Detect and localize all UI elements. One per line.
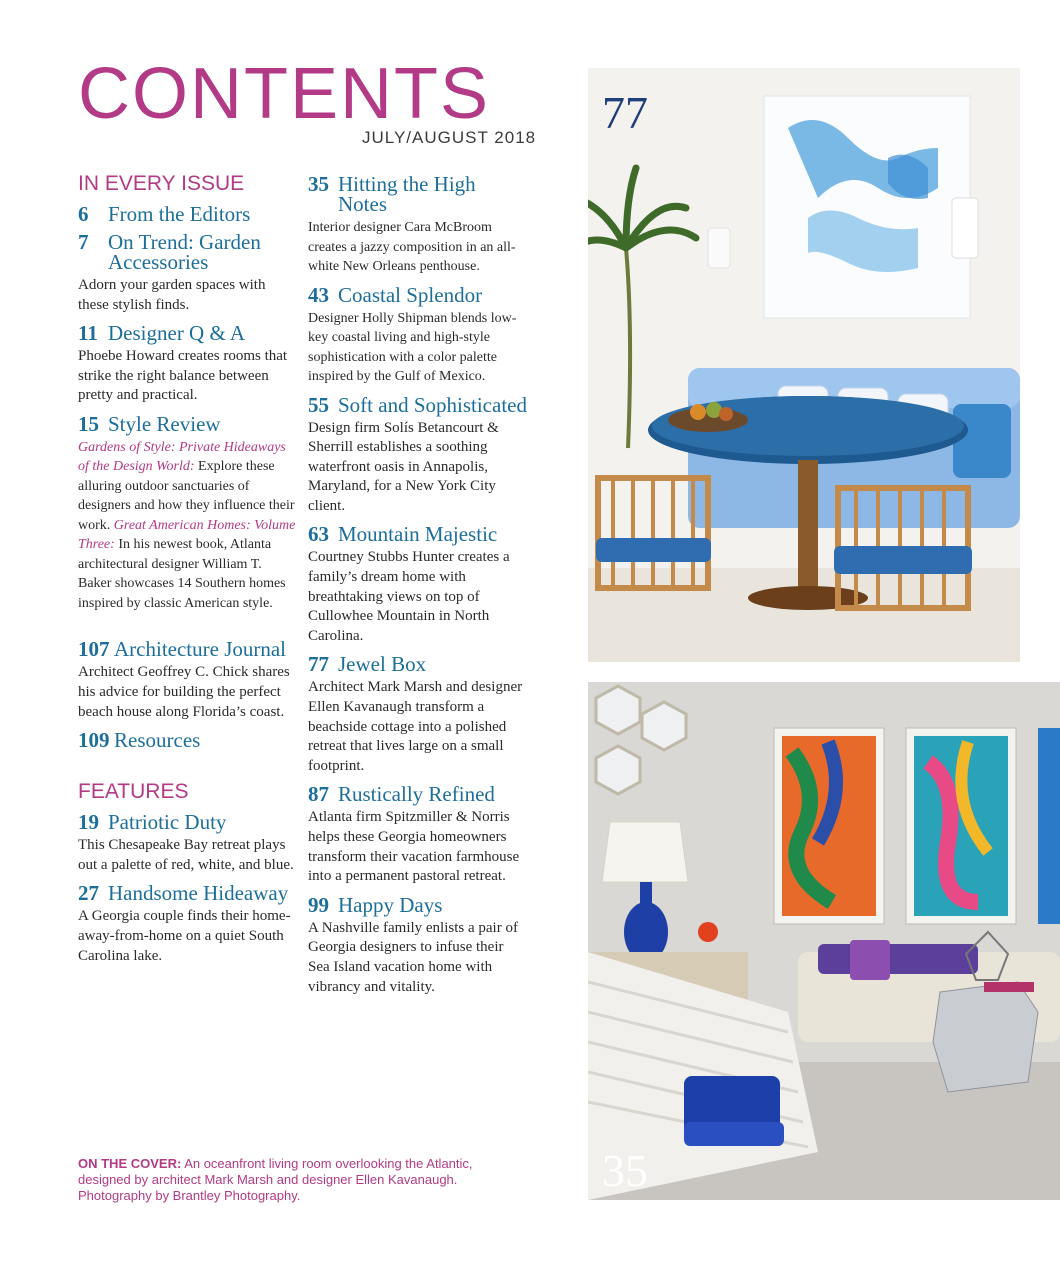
entry-page: 15 — [78, 411, 99, 436]
entry-page: 77 — [308, 652, 329, 677]
entry-title: Designer Q & A — [108, 321, 246, 346]
toc-entry[interactable] — [78, 728, 298, 753]
dining-room-illustration — [588, 68, 1020, 662]
entry-title: Soft and Sophisticated — [338, 392, 527, 417]
book-description: Explore these alluring outdoor sanctuaries of designers and how they influence their work. — [78, 459, 295, 533]
bedroom-illustration — [588, 682, 1060, 1200]
entry-page: 7 — [78, 230, 89, 254]
entry-page: 107 — [78, 637, 110, 662]
cover-caption-text: An oceanfront living room overlooking the Atlantic, designed by architect Mark Marsh and designer Ellen Kavanaugh. Photography by Brantley Photography. — [78, 1156, 473, 1203]
entry-title: Jewel Box — [338, 652, 427, 677]
issue-date: JULY/AUGUST 2018 — [362, 128, 537, 147]
entry-description — [78, 438, 298, 614]
entry-title: From the Editors — [108, 202, 251, 226]
entry-page: 19 — [78, 810, 99, 835]
book-description: In his newest book, Atlanta architectural designer William T. Baker showcases 14 Southern homes inspired by classic American style. — [78, 537, 286, 611]
book-kicker: Great American Homes: Volume Three: — [78, 517, 296, 553]
feature-photo-jewel-box[interactable] — [588, 68, 1020, 662]
page-title: CONTENTS — [78, 54, 490, 134]
toc-entry[interactable] — [78, 323, 298, 406]
entry-page: 27 — [78, 881, 99, 906]
entry-description: Architect Mark Marsh and designer Ellen Kavanaugh transform a beachside cottage into a polished retreat that lives large on a small footprint. — [308, 679, 523, 774]
cover-caption-label: ON THE COVER: — [78, 1156, 182, 1171]
section-heading-every-issue: IN EVERY ISSUE — [78, 172, 245, 195]
toc-entry[interactable] — [78, 639, 298, 722]
photo-page-number: 35 — [602, 1145, 648, 1196]
entry-title: Patriotic Duty — [108, 810, 227, 835]
entry-page: 6 — [78, 202, 89, 226]
entry-description: Design firm Solís Betancourt & Sherrill establishes a soothing waterfront oasis in Annapolis, Maryland, for a New York City client. — [308, 419, 499, 514]
toc-entry[interactable] — [78, 883, 298, 966]
entry-description: A Nashville family enlists a pair of Georgia designers to infuse their Sea Island vacation home with vibrancy and vitality. — [308, 919, 518, 995]
entry-description: This Chesapeake Bay retreat plays out a palette of red, white, and blue. — [78, 837, 294, 873]
toc-entry[interactable] — [78, 812, 298, 875]
book-kicker: Gardens of Style: Private Hideaways of the Design World: — [78, 439, 286, 475]
entry-title: Mountain Majestic — [338, 522, 498, 547]
toc-entry[interactable] — [78, 232, 298, 315]
middle-column — [308, 174, 528, 1005]
entry-title: Style Review — [108, 411, 221, 436]
toc-entry[interactable] — [308, 174, 528, 277]
toc-entry[interactable] — [78, 411, 298, 614]
entry-title: Coastal Splendor — [338, 282, 483, 307]
cover-caption — [78, 1156, 528, 1204]
toc-entry[interactable] — [308, 892, 528, 997]
photo-page-number: 77 — [602, 87, 648, 138]
entry-page: 11 — [78, 321, 98, 346]
entry-description: Phoebe Howard creates rooms that strike the right balance between pretty and practical. — [78, 348, 288, 404]
entry-title: Architecture Journal — [114, 637, 287, 662]
toc-entry[interactable] — [78, 204, 298, 224]
feature-photo-hitting-high-notes[interactable] — [588, 682, 1060, 1200]
entry-title: Handsome Hideaway — [108, 881, 289, 906]
entry-title: Resources — [114, 728, 201, 753]
entry-page: 43 — [308, 282, 329, 307]
entry-description: Adorn your garden spaces with these stylish finds. — [78, 277, 266, 313]
entry-description: Interior designer Cara McBroom creates a jazzy composition in an all-white New Orleans penthouse. — [308, 220, 516, 274]
entry-page: 63 — [308, 522, 329, 547]
toc-entry[interactable] — [308, 654, 528, 776]
entry-description: Architect Geoffrey C. Chick shares his advice for building the perfect beach house along Florida’s coast. — [78, 664, 290, 720]
entry-title: Happy Days — [338, 892, 443, 917]
toc-entry[interactable] — [308, 524, 528, 646]
entry-title: Rustically Refined — [338, 782, 495, 807]
entry-description: Atlanta firm Spitzmiller & Norris helps these Georgia homeowners transform their vacation farmhouse into a permanent pastoral retreat. — [308, 809, 520, 885]
entry-page: 109 — [78, 728, 110, 753]
entry-description: Courtney Stubbs Hunter creates a family’s dream home with breathtaking views on top of Cullowhee Mountain in North Carolina. — [308, 549, 510, 644]
entry-page: 55 — [308, 392, 329, 417]
toc-entry[interactable] — [308, 282, 528, 387]
entry-page: 35 — [308, 172, 329, 196]
entry-title: Hitting the High Notes — [338, 172, 476, 216]
entry-description: A Georgia couple finds their home-away-from-home on a quiet South Carolina lake. — [78, 908, 291, 964]
entry-title: On Trend: Garden Accessories — [108, 230, 261, 274]
entry-description: Designer Holly Shipman blends low-key coastal living and high-style sophistication with a color palette inspired by the Gulf of Mexico. — [308, 310, 517, 384]
left-column — [78, 172, 298, 974]
toc-entry[interactable] — [308, 392, 528, 517]
section-heading-features: FEATURES — [78, 780, 189, 804]
toc-entry[interactable] — [308, 784, 528, 886]
entry-page: 99 — [308, 892, 329, 917]
entry-page: 87 — [308, 782, 329, 807]
